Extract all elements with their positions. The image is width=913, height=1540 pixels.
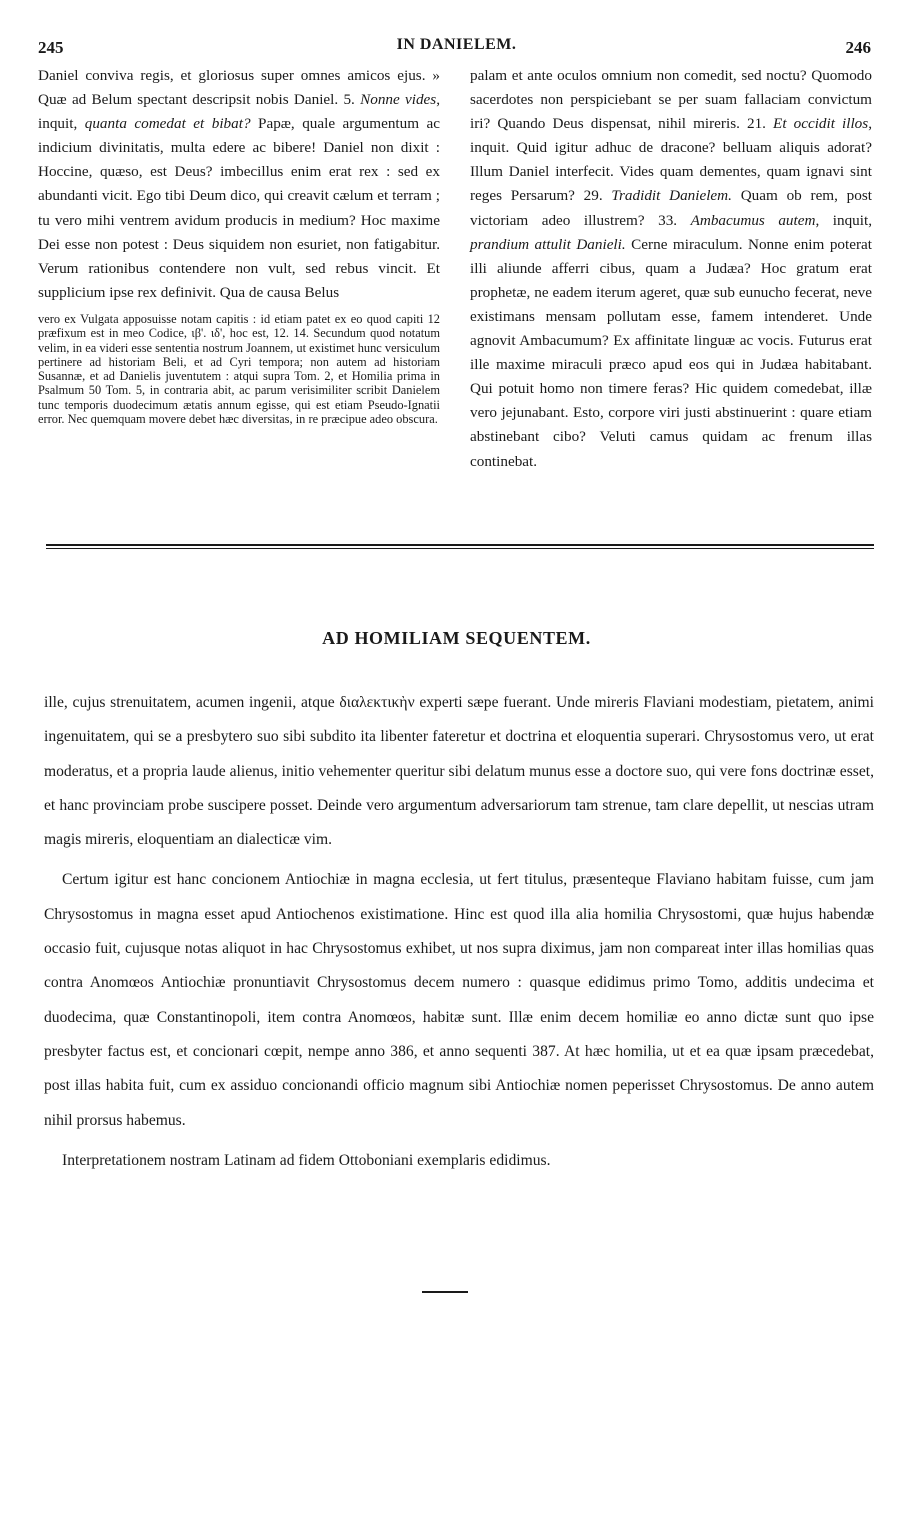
section-body bbox=[44, 686, 874, 1184]
body-paragraph-1: ille, cujus strenuitatem, acumen ingenii, atque διαλεκτικὴν experti sæpe fuerant. Unde mireris Flaviani modestiam, pietatem, animi ingenuitatem, qui se a presbytero suo sibi subdito ita libenter fateretur et doctrina et eloquentia superari. Chrysostomus vero, ut erat moderatus, et a propria laude alienus, initio vehementer queritur sibi delatum munus esse a doctore suo, qui vere fons doctrinæ esset, et hanc provinciam probe suscipere posset. Deinde vero argumentum adversariorum tam strenue, tam clare depellit, ut nescias utram magis mireris, eloquentiam an dialecticæ vim. bbox=[44, 694, 874, 849]
body-paragraph-2: Certum igitur est hanc concionem Antiochiæ in magna ecclesia, ut fert titulus, præsenteque Flaviano habitam fuisse, cum jam Chrysostomus in magna esset apud Antiochenos existimatione. Hinc est quod illa alia homilia Chrysostomi, quæ hujus habendæ occasio fuit, cujusque notas aliquot in hac Chrysostomus exhibet, ut nos supra diximus, jam non compareat inter illas homilias quas contra Anomœos Antiochiæ pronuntiavit Chrysostomus decem numero : quasque edidimus primo Tomo, additis undecima et duodecima, quæ Constantinopoli, item contra Anomœos, habitæ sunt. Illæ enim decem homiliæ eo anno dictæ sunt quo ipse presbyter factus est, et concionari cœpit, nempe anno 386, et anno sequenti 387. At hæc homilia, ut et ea quæ ipsam præcedebat, post illas habita fuit, cum ex assiduo concionandi officio magnum sibi Antiochiæ nomen peperisset Chrysostomus. De anno autem nihil prorsus habemus. bbox=[44, 871, 874, 1129]
text-run: , inquit, bbox=[815, 211, 872, 229]
text-run: , inquit. Quid igitur adhuc de dracone? belluam aliquis adorat? Illum Daniel interfecit. Vides quam dementes, quam ignavi sint reges Persarum? 29. bbox=[470, 115, 872, 205]
italic-run: Ambacumus autem bbox=[690, 211, 816, 229]
text-run: Papæ, quale argumentum ac indicium divinitatis, multa edere ac bibere! Daniel non dixit : Hoccine, quæso, est Deus? imbecillus enim erat rex : sed ex abundanti vicit. Ego tibi Deum dico, qui creavit cælum et terram ; tu vero mihi ventrem avidum producis in medium? Hoc maxime Dei esse non potest : Deus siquidem non esuriet, non fatigabitur. Verum rationibus contendere non vult, sed rebus vincit. Et supplicium ipse rex definivit. Qua de causa Belus bbox=[38, 115, 440, 301]
section-title: AD HOMILIAM SEQUENTEM. bbox=[322, 628, 591, 648]
left-column-text bbox=[38, 64, 440, 305]
italic-run: quanta comedat et bibat? bbox=[84, 115, 251, 133]
body-paragraph-3: Interpretationem nostram Latinam ad fidem Ottoboniani exemplaris edidimus. bbox=[62, 1151, 551, 1169]
text-run: , inquit, bbox=[38, 91, 441, 133]
page-number-left: 245 bbox=[38, 38, 64, 57]
end-rule bbox=[422, 1291, 468, 1293]
left-column bbox=[38, 64, 440, 426]
italic-run: Et occidit illos bbox=[773, 115, 869, 133]
right-column bbox=[470, 64, 872, 474]
italic-run: prandium attulit Danieli. bbox=[470, 235, 626, 253]
text-run: Daniel conviva regis, et gloriosus super omnes amicos ejus. » Quæ ad Belum spectant descripsit nobis Daniel. 5. bbox=[38, 67, 440, 109]
text-run: Quam ob rem, post victoriam adeo illustrem? 33. bbox=[470, 187, 872, 229]
text-run: palam et ante oculos omnium non comedit, sed noctu? Quomodo sacerdotes non perspiciebant se per suam fallaciam convictum iri? Quando Deus dispensat, nihil mireris. 21. bbox=[470, 67, 872, 133]
page-number-right: 246 bbox=[845, 38, 871, 57]
running-title: IN DANIELEM. bbox=[396, 36, 517, 53]
right-column-text bbox=[470, 64, 872, 474]
italic-run: Nonne vides bbox=[360, 91, 437, 109]
italic-run: Tradidit Danielem. bbox=[611, 187, 732, 205]
footnote: vero ex Vulgata apposuisse notam capitis : id etiam patet ex eo quod capiti 12 præfixum est in meo Codice, ιβ'. ιδ', hoc est, 12. 14. Secundum quod notatum velim, in ea videri esse sententia nostrum Joannem, ut existimet hunc versiculum pertinere ad historiam Beli, et ad Cyri tempora; non autem ad historiam Susannæ, et ad Danielis juventutem : atqui supra Tom. 2, et Homilia prima in Psalmum 50 Tom. 5, in contraria abit, ac parum verisimiliter scribit Danielem tunc temporis duodecimum ætatis annum egisse, qui est etiam Pseudo-Ignatii error. Nec quemquam movere debet hæc diversitas, in re præcipue adeo obscura. bbox=[38, 311, 440, 427]
section-rule-bottom bbox=[46, 548, 874, 549]
text-run: Cerne miraculum. Nonne enim poterat illi aliunde afferri cibus, quam a Judæa? Hoc gratum erat prophetæ, ne eadem iterum ageret, quæ sub eunucho fecerat, neve existimans mensam pollutam esse, famem intenderet. Unde agnovit Ambacumum? Ex affinitate linguæ ac vocis. Futurus erat ille maxime miraculi præco apud eos qui in Judæa habitabant. Qui potuit homo non timere feras? Hic quidem comedebat, illæ vero jejunabant. Esto, corpore viri justi abstinuerint : quare etiam abstinebant cibo? Veluti camus quidam ac frenum illas continebat. bbox=[470, 235, 872, 470]
section-rule-top bbox=[46, 544, 874, 546]
